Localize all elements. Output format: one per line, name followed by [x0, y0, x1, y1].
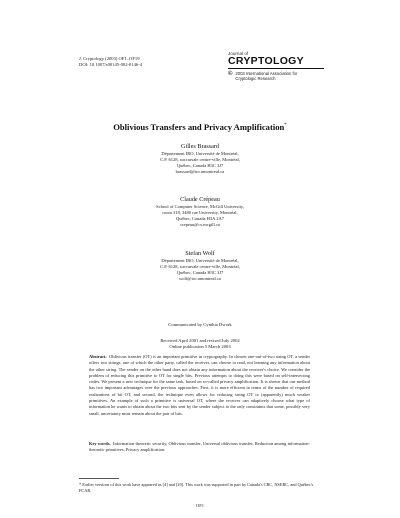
affiliation-line: Québec, Canada H3C 3J7 [176, 270, 224, 275]
doi-line: DOI: 10.1007/s00145-002-0146-4 [79, 62, 143, 67]
received-line: Received April 2001 and revised July 2002 [160, 338, 240, 343]
journal-name: CRYPTOLOGY [228, 55, 304, 67]
online-publication-line: Online publication 5 March 2003 [169, 344, 231, 349]
author-email: brassard@iro.umontreal.ca [175, 169, 225, 174]
copyright-line: 2003 International Association for [235, 71, 298, 77]
keywords-text: Information-theoretic security, Oblivious transfer, Universal oblivious transfer, Reduction among information-theoretic primitives, Privacy amplification. [89, 441, 310, 453]
affiliation-line: room 318, 3480 rue University, Montréal, [162, 210, 238, 215]
copyright-line: Cryptologic Research [235, 76, 276, 82]
author-name: Gilles Brassard [181, 143, 219, 150]
paper-title [0, 122, 400, 132]
author-email: wolf@iro.umontreal.ca [179, 276, 221, 281]
page-number: OF1 [195, 503, 204, 508]
masthead-rule [228, 68, 324, 69]
copyright-icon: © [228, 71, 233, 78]
author-block [0, 196, 400, 228]
affiliation-line: Québec, Canada H3C 3J7 [176, 163, 224, 168]
copyright-notice [228, 71, 328, 81]
journal-masthead [228, 51, 328, 81]
author-block [0, 250, 400, 282]
footnote-rule [79, 478, 119, 479]
citation-header [79, 56, 142, 68]
communicated-by: Communicated by Cynthia Dwork [168, 322, 232, 327]
abstract-text: Oblivious transfer (OT) is an important primitive in cryptography. In chosen one-out-of-two string OT, a sender offers two strings, one of which the other party, called the receiver, can choose to read, not learning any information about the other string. The sender on the other hand does not obtain any information about the receiver's choice. We consider the problem of reducing this primitive to OT for single bits. Previous attempts to doing this were based on self-intersecting codes. We present a new technique for the same task, based on so-called privacy amplification. It is shown that our method has two important advantages over the previous approaches. First, it is more efficient in terms of the number of required realizations of bit OT, and second, the technique even allows for reducing string OT to (apparently) much weaker primitives. An example of such a primitive is universal OT, where the receiver can adaptively choose what type of information he wants to obtain about the two bits sent by the sender subject to the only constraints that some, possibly very small, uncertainty must remain about the pair of bits. [89, 354, 311, 416]
keywords [89, 441, 310, 454]
author-name: Claude Crépeau [180, 196, 220, 203]
author-email: crepeau@cs.mcgill.ca [180, 222, 220, 227]
affiliation-line: C.P. 6128, succursale centre-ville, Montréal, [160, 264, 240, 269]
keywords-label: Key words. [89, 441, 111, 446]
abstract [89, 354, 310, 417]
abstract-label: Abstract. [89, 354, 107, 359]
footnote: * Earlier versions of this work have appeared as [4] and [20]. This work was supported in part by Canada's CRC, NSERC, and Québec's FCAR. [79, 482, 314, 493]
affiliation-line: Québec, Canada H3A 2A7 [176, 216, 224, 221]
affiliation-line: School of Computer Science, McGill University, [156, 204, 244, 209]
journal-of-label: Journal of [228, 51, 249, 56]
citation-line: J. Cryptology (2003) OF1–OF19 [79, 56, 140, 61]
affiliation-line: C.P. 6128, succursale centre-ville, Montréal, [160, 157, 240, 162]
title-footnote-marker: * [284, 123, 287, 129]
author-block [0, 143, 400, 175]
affiliation-line: Département IRO, Université de Montréal, [161, 258, 239, 263]
author-name: Stefan Wolf [185, 250, 215, 257]
affiliation-line: Département IRO, Université de Montréal, [161, 151, 239, 156]
paper-title-text: Oblivious Transfers and Privacy Amplification [113, 122, 285, 132]
publication-history [0, 338, 400, 350]
